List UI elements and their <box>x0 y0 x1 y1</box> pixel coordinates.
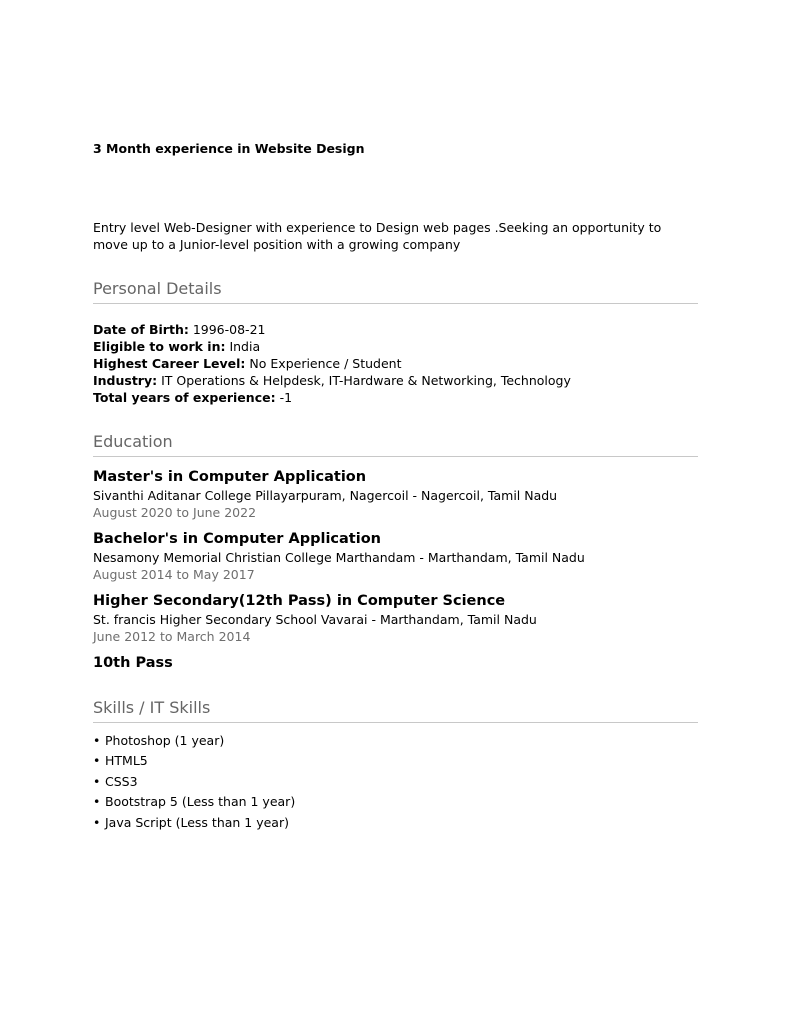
detail-value: IT Operations & Helpdesk, IT-Hardware & Networking, Technology <box>161 373 571 388</box>
education-dates: August 2020 to June 2022 <box>93 505 257 520</box>
bullet-icon: • <box>93 773 101 789</box>
detail-value: India <box>229 339 261 354</box>
education-degree: Higher Secondary(12th Pass) in Computer Science <box>93 593 506 609</box>
education-entry <box>93 468 698 521</box>
detail-value: 1996-08-21 <box>192 322 266 337</box>
bullet-icon: • <box>93 733 101 748</box>
education-degree: 10th Pass <box>93 655 173 671</box>
detail-value: -1 <box>279 390 293 405</box>
skills-list <box>93 732 295 834</box>
resume-headline: 3 Month experience in Website Design <box>93 141 365 156</box>
detail-label: Industry: <box>93 373 158 388</box>
detail-row-years-experience <box>93 389 571 406</box>
skill-label: HTML5 <box>105 753 148 769</box>
detail-label: Highest Career Level: <box>93 356 246 371</box>
detail-row-eligible-to-work <box>93 338 571 355</box>
skills-heading: Skills / IT Skills <box>93 698 698 723</box>
education-degree: Bachelor's in Computer Application <box>93 531 381 547</box>
education-school: St. francis Higher Secondary School Vavarai - Marthandam, Tamil Nadu <box>93 612 537 627</box>
detail-label: Date of Birth: <box>93 322 189 337</box>
education-school: Nesamony Memorial Christian College Marthandam - Marthandam, Tamil Nadu <box>93 550 585 565</box>
bullet-icon: • <box>93 814 101 830</box>
education-heading: Education <box>93 432 698 457</box>
skill-label: CSS3 <box>105 773 138 789</box>
professional-summary: Entry level Web-Designer with experience to Design web pages .Seeking an opportunity to move up to a Junior-level position with a growing company <box>93 220 662 252</box>
detail-row-date-of-birth <box>93 321 571 338</box>
personal-details-list <box>93 321 571 406</box>
education-dates: June 2012 to March 2014 <box>93 629 251 644</box>
bullet-icon: • <box>93 794 101 810</box>
skill-item <box>93 732 295 752</box>
skill-item <box>93 814 295 834</box>
skill-item <box>93 752 295 772</box>
skill-item <box>93 773 295 793</box>
education-entry <box>93 592 698 645</box>
skill-label: Bootstrap 5 (Less than 1 year) <box>105 794 296 810</box>
education-dates: August 2014 to May 2017 <box>93 567 255 582</box>
skill-label: Java Script (Less than 1 year) <box>105 814 289 830</box>
detail-value: No Experience / Student <box>249 356 402 371</box>
bullet-icon: • <box>93 753 101 769</box>
detail-label: Eligible to work in: <box>93 339 226 354</box>
detail-row-career-level <box>93 355 571 372</box>
education-entry <box>93 654 698 673</box>
detail-label: Total years of experience: <box>93 390 276 405</box>
education-school: Sivanthi Aditanar College Pillayarpuram, Nagercoil - Nagercoil, Tamil Nadu <box>93 488 558 503</box>
education-entry <box>93 530 698 583</box>
personal-details-heading: Personal Details <box>93 279 698 304</box>
skill-label: Photoshop (1 year) <box>105 733 225 748</box>
skill-item <box>93 793 295 813</box>
education-degree: Master's in Computer Application <box>93 469 367 485</box>
detail-row-industry <box>93 372 571 389</box>
